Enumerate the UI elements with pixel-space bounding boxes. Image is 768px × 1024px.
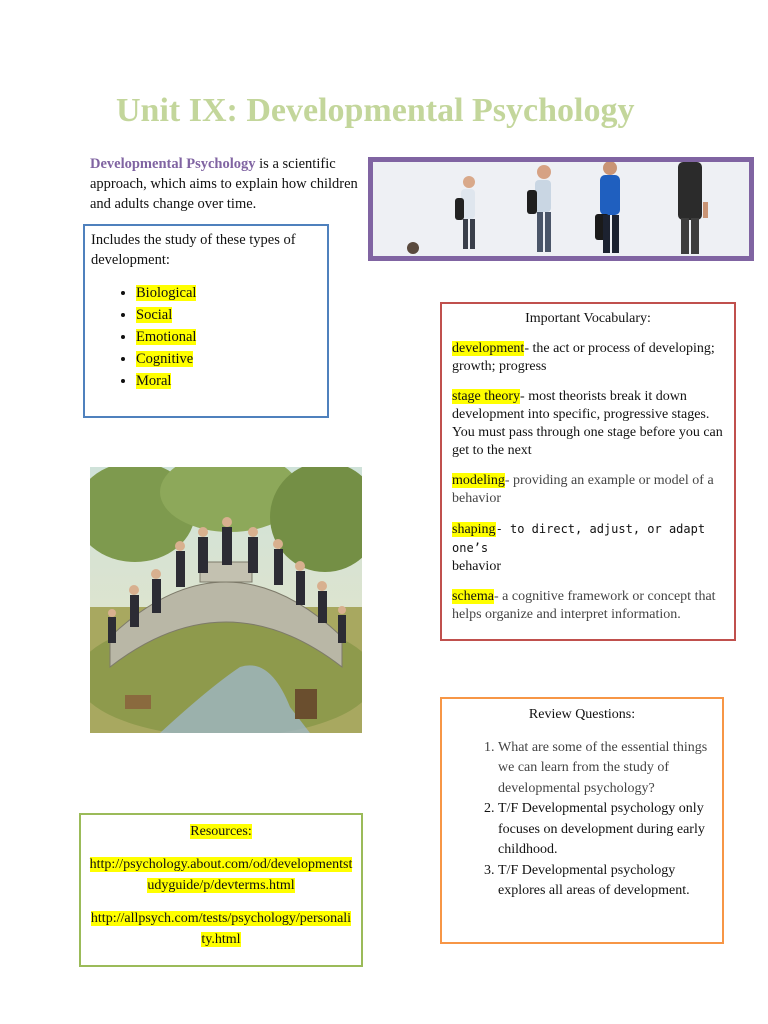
vocab-entry [452, 340, 724, 376]
vocab-entry [452, 588, 724, 624]
list-item: • Biological [136, 282, 321, 304]
list-item: 3. T/F Developmental psychology explores all areas of development. [498, 861, 710, 902]
vocab-term: shaping [452, 522, 496, 537]
intro-text: is a scientific approach, which aims to explain how children and adults change over time. [90, 156, 358, 212]
resource-link[interactable]: http://psychology.about.com/od/developmentstudyguide/p/devterms.html [89, 857, 353, 893]
list-item: • Cognitive [136, 348, 321, 370]
vocab-entry [452, 520, 724, 576]
walking-people-illustration [373, 162, 749, 256]
development-types-box [83, 224, 329, 418]
types-list [91, 282, 321, 392]
vocab-definition: - a cognitive framework or concept that helps organize and interpret information. [452, 589, 716, 622]
list-item: 1. What are some of the essential things we can learn from the study of developmental psychology? [498, 738, 710, 800]
vocabulary-heading: Important Vocabulary: [525, 311, 651, 326]
review-questions-box [440, 697, 724, 944]
resources-heading: Resources: [190, 824, 252, 839]
vocab-definition-continued: behavior [452, 559, 501, 574]
review-heading: Review Questions: [528, 707, 636, 722]
stages-of-life-painting [90, 467, 362, 733]
vocab-definition: - to direct, adjust, or adapt one’s [452, 522, 706, 555]
vocab-term: schema [452, 589, 494, 604]
walking-people-photo [368, 157, 754, 261]
intro-paragraph [90, 154, 360, 214]
list-item: 2. T/F Developmental psychology only focuses on development during early childhood. [498, 799, 710, 861]
vocab-definition: - most theorists break it down development into specific, progressive stages. You must pass through one stage before you can get to the next [452, 389, 723, 458]
page-title: Unit IX: Developmental Psychology [116, 92, 635, 129]
vocab-entry [452, 472, 724, 508]
stages-of-life-illustration [90, 467, 362, 733]
vocabulary-box [440, 302, 736, 641]
intro-term: Developmental Psychology [90, 156, 256, 172]
list-item: • Emotional [136, 326, 321, 348]
review-questions-list [454, 738, 710, 902]
vocab-term: development [452, 341, 525, 356]
vocab-term: modeling [452, 473, 505, 488]
types-intro: Includes the study of these types of development: [91, 232, 296, 268]
vocab-definition: - the act or process of developing; growth; progress [452, 341, 715, 374]
resource-link[interactable]: http://allpsych.com/tests/psychology/personality.html [90, 911, 352, 947]
vocab-term: stage theory [452, 389, 521, 404]
vocab-definition: - providing an example or model of a behavior [452, 473, 714, 506]
vocab-entry [452, 388, 724, 460]
resources-box [79, 813, 363, 967]
list-item: • Moral [136, 370, 321, 392]
list-item: • Social [136, 304, 321, 326]
